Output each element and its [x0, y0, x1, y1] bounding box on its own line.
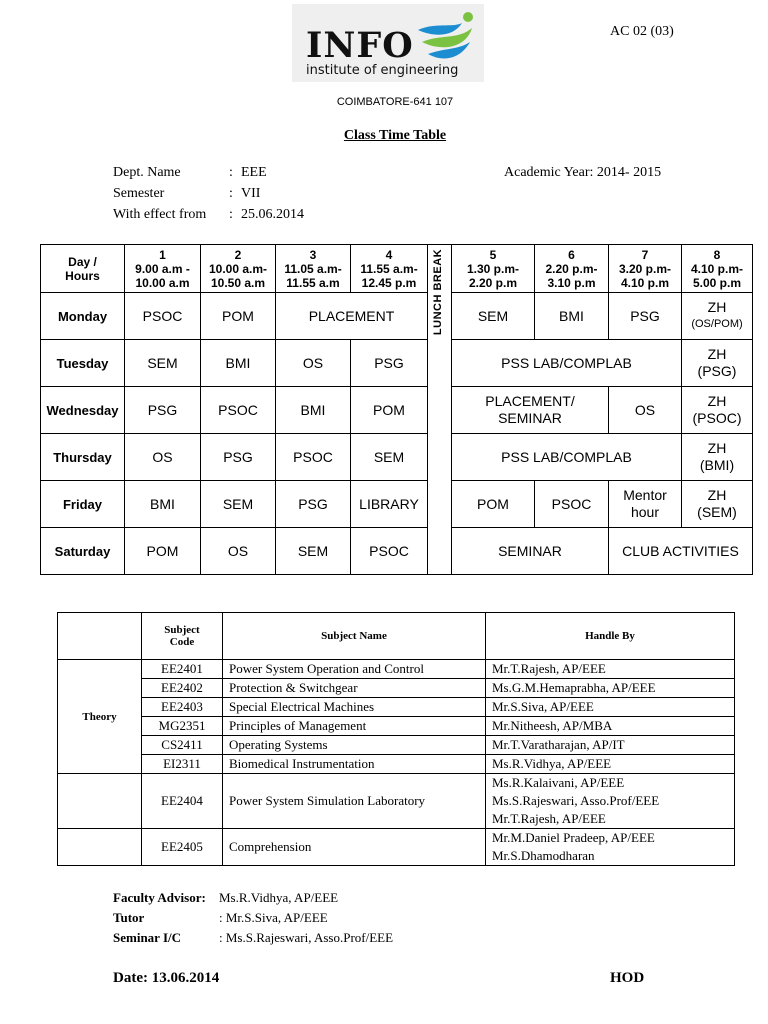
subject-handle: Ms.R.Vidhya, AP/EEE [486, 755, 735, 774]
dept-value: EEE [241, 165, 267, 180]
slot-line: (OS/POM) [691, 318, 743, 330]
dept-row [113, 162, 304, 183]
slot: OS [125, 434, 201, 481]
lab-row [58, 774, 735, 829]
tutor-row [113, 908, 393, 928]
slot: SEM [201, 481, 276, 528]
colon: : [229, 207, 233, 222]
subject-row [58, 755, 735, 774]
period-number: 4 [385, 247, 393, 262]
period-number: 3 [309, 247, 317, 262]
subject-handle [486, 829, 735, 866]
slot: PSG [351, 340, 428, 387]
slot [682, 340, 753, 387]
seminar-row [113, 928, 393, 948]
name-header: Subject Name [223, 613, 486, 660]
corner-label-day: Day / [68, 254, 97, 269]
academic-year: Academic Year: 2014- 2015 [504, 165, 662, 180]
slot: SEM [125, 340, 201, 387]
period-time-start: 4.10 p.m- [690, 261, 744, 276]
subject-name: Power System Operation and Control [223, 660, 486, 679]
period-header-2 [201, 245, 276, 293]
period-number: 5 [489, 247, 497, 262]
handle-header: Handle By [486, 613, 735, 660]
slot: BMI [535, 293, 609, 340]
subject-code: EE2401 [142, 660, 223, 679]
subjects-table [57, 612, 735, 866]
subject-row [58, 717, 735, 736]
slot [452, 387, 609, 434]
slot: PSOC [201, 387, 276, 434]
period-header-6 [535, 245, 609, 293]
lunch-break-cell [428, 434, 452, 481]
slot: BMI [201, 340, 276, 387]
tutor-value: : Mr.S.Siva, AP/EEE [219, 910, 328, 925]
slot-line: (BMI) [699, 457, 735, 473]
period-time-end: 11.55 a.m [286, 275, 340, 290]
slot: POM [351, 387, 428, 434]
slot: PSS LAB/COMPLAB [452, 340, 682, 387]
subject-code: EE2405 [142, 829, 223, 866]
subject-code: CS2411 [142, 736, 223, 755]
subject-handle: Mr.S.Siva, AP/EEE [486, 698, 735, 717]
subject-row [58, 698, 735, 717]
lunch-break-cell [428, 528, 452, 575]
day-row-tuesday [41, 340, 753, 387]
slot: PSS LAB/COMPLAB [452, 434, 682, 481]
handle-line: Mr.M.Daniel Pradeep, AP/EEE [492, 830, 655, 845]
day-row-wednesday [41, 387, 753, 434]
tutor-label: Tutor [113, 910, 145, 925]
slot: SEM [452, 293, 535, 340]
period-time-start: 2.20 p.m- [545, 261, 598, 276]
seminar-label: Seminar I/C [113, 930, 182, 945]
issue-date: Date: 13.06.2014 [113, 970, 220, 986]
colon: : [229, 186, 233, 201]
subject-name: Special Electrical Machines [223, 698, 486, 717]
day-name: Saturday [41, 528, 125, 575]
slot: POM [452, 481, 535, 528]
day-row-friday [41, 481, 753, 528]
subject-name: Comprehension [223, 829, 486, 866]
institute-logo [292, 4, 484, 82]
slot: BMI [125, 481, 201, 528]
period-time-start: 11.05 a.m- [284, 261, 342, 276]
slot: POM [201, 293, 276, 340]
staff-details [113, 888, 393, 948]
subject-code: EE2403 [142, 698, 223, 717]
timetable-header-row [41, 245, 753, 293]
subjects-header-row [58, 613, 735, 660]
day-name: Thursday [41, 434, 125, 481]
period-header-5 [452, 245, 535, 293]
day-row-saturday [41, 528, 753, 575]
slot-line: ZH [707, 299, 727, 315]
lunch-break-cell [428, 340, 452, 387]
slot-line: PLACEMENT/ [485, 393, 575, 409]
slot-line: hour [630, 504, 660, 520]
period-time-start: 1.30 p.m- [466, 261, 520, 276]
period-time-end: 4.10 p.m [620, 275, 670, 290]
slot: CLUB ACTIVITIES [609, 528, 753, 575]
page-title: Class Time Table [343, 128, 447, 143]
effect-label: With effect from [113, 207, 207, 222]
comprehension-group-cell [58, 829, 142, 866]
subject-handle [486, 774, 735, 829]
slot-line: SEMINAR [498, 410, 562, 426]
period-time-end: 3.10 p.m [547, 275, 596, 290]
corner-header [41, 245, 125, 293]
semester-value: VII [241, 186, 261, 201]
effect-value: 25.06.2014 [241, 207, 304, 222]
seminar-value: : Ms.S.Rajeswari, Asso.Prof/EEE [219, 930, 394, 945]
slot-line: ZH [707, 346, 727, 362]
advisor-value: Ms.R.Vidhya, AP/EEE [219, 890, 339, 905]
slot: PSOC [125, 293, 201, 340]
code-header-line: Code [169, 636, 195, 648]
subject-code: EE2404 [142, 774, 223, 829]
period-header-4 [351, 245, 428, 293]
subject-handle: Mr.T.Varatharajan, AP/IT [486, 736, 735, 755]
period-time-start: 11.55 a.m- [360, 261, 418, 276]
handle-line: Mr.T.Rajesh, AP/EEE [492, 811, 606, 826]
period-header-7 [609, 245, 682, 293]
logo-tagline: institute of engineering [306, 63, 459, 78]
period-header-1 [125, 245, 201, 293]
subject-name: Operating Systems [223, 736, 486, 755]
corner-label-hours: Hours [65, 268, 100, 283]
period-number: 8 [713, 247, 721, 262]
hod-signature: HOD [610, 970, 645, 986]
slot [682, 387, 753, 434]
lunch-break-cell [428, 387, 452, 434]
group-header [58, 613, 142, 660]
document-code: AC 02 (03) [610, 24, 674, 39]
subject-handle: Mr.T.Rajesh, AP/EEE [486, 660, 735, 679]
slot: PLACEMENT [276, 293, 428, 340]
slot-line: (SEM) [697, 504, 737, 520]
subject-handle: Ms.G.M.Hemaprabha, AP/EEE [486, 679, 735, 698]
slot: BMI [276, 387, 351, 434]
period-time-end: 5.00 p.m [692, 275, 742, 290]
slot: OS [201, 528, 276, 575]
slot: PSG [201, 434, 276, 481]
institute-address: COIMBATORE-641 107 [336, 96, 454, 108]
comprehension-row [58, 829, 735, 866]
slot: PSG [609, 293, 682, 340]
slot: PSOC [535, 481, 609, 528]
slot-line: Mentor [623, 487, 667, 503]
slot-line: (PSG) [697, 363, 737, 379]
advisor-row [113, 888, 393, 908]
day-name: Friday [41, 481, 125, 528]
slot: SEM [276, 528, 351, 575]
slot [609, 481, 682, 528]
slot-line: ZH [707, 393, 727, 409]
slot-line: ZH [707, 440, 727, 456]
period-time-end: 10.50 a.m [210, 275, 266, 290]
effect-row [113, 204, 304, 225]
day-name: Tuesday [41, 340, 125, 387]
period-number: 2 [234, 247, 242, 262]
subject-name: Biomedical Instrumentation [223, 755, 486, 774]
period-number: 1 [159, 247, 166, 262]
period-number: 6 [568, 247, 575, 262]
subject-code: EI2311 [142, 755, 223, 774]
colon: : [229, 165, 233, 180]
subject-name: Principles of Management [223, 717, 486, 736]
subject-code: EE2402 [142, 679, 223, 698]
subject-row [58, 660, 735, 679]
slot [682, 293, 753, 340]
lab-group-cell [58, 774, 142, 829]
slot: OS [276, 340, 351, 387]
slot: PSOC [351, 528, 428, 575]
handle-line: Ms.R.Kalaivani, AP/EEE [492, 775, 625, 790]
slot: SEMINAR [452, 528, 609, 575]
subject-row [58, 679, 735, 698]
slot: OS [609, 387, 682, 434]
advisor-label: Faculty Advisor: [113, 890, 206, 905]
slot: POM [125, 528, 201, 575]
lunch-break-label-box [427, 247, 449, 337]
handle-line: Mr.S.Dhamodharan [492, 848, 595, 863]
logo-swoosh-icon [414, 8, 484, 64]
slot: PSG [276, 481, 351, 528]
period-header-8 [682, 245, 753, 293]
lunch-break-label: LUNCH BREAK [432, 248, 445, 336]
period-time-start: 10.00 a.m- [208, 261, 268, 276]
code-header [142, 613, 223, 660]
handle-line: Ms.S.Rajeswari, Asso.Prof/EEE [492, 793, 660, 808]
slot: PSOC [276, 434, 351, 481]
slot: PSG [125, 387, 201, 434]
period-time-end: 12.45 p.m [361, 275, 417, 290]
code-header-line: Subject [164, 624, 200, 636]
slot [682, 481, 753, 528]
class-details [113, 162, 304, 225]
slot: LIBRARY [351, 481, 428, 528]
period-time-start: 3.20 p.m- [618, 261, 672, 276]
slot-line: (PSOC) [692, 410, 742, 426]
dept-label: Dept. Name [113, 165, 181, 180]
slot [682, 434, 753, 481]
period-header-3 [276, 245, 351, 293]
period-time-end: 10.00 a.m [135, 275, 190, 290]
slot: SEM [351, 434, 428, 481]
period-number: 7 [641, 247, 649, 262]
slot-line: ZH [707, 487, 727, 503]
subject-row [58, 736, 735, 755]
semester-row [113, 183, 304, 204]
day-name: Monday [41, 293, 125, 340]
subject-name: Power System Simulation Laboratory [223, 774, 486, 829]
theory-group-label: Theory [58, 660, 142, 774]
subject-handle: Mr.Nitheesh, AP/MBA [486, 717, 735, 736]
semester-label: Semester [113, 186, 165, 201]
day-row-monday [41, 293, 753, 340]
subject-name: Protection & Switchgear [223, 679, 486, 698]
lunch-break-cell [428, 481, 452, 528]
period-time-start: 9.00 a.m - [135, 261, 190, 276]
period-time-end: 2.20 p.m [468, 275, 518, 290]
subject-code: MG2351 [142, 717, 223, 736]
timetable [40, 244, 753, 575]
day-row-thursday [41, 434, 753, 481]
day-name: Wednesday [41, 387, 125, 434]
logo-wordmark: INFO [306, 25, 414, 66]
